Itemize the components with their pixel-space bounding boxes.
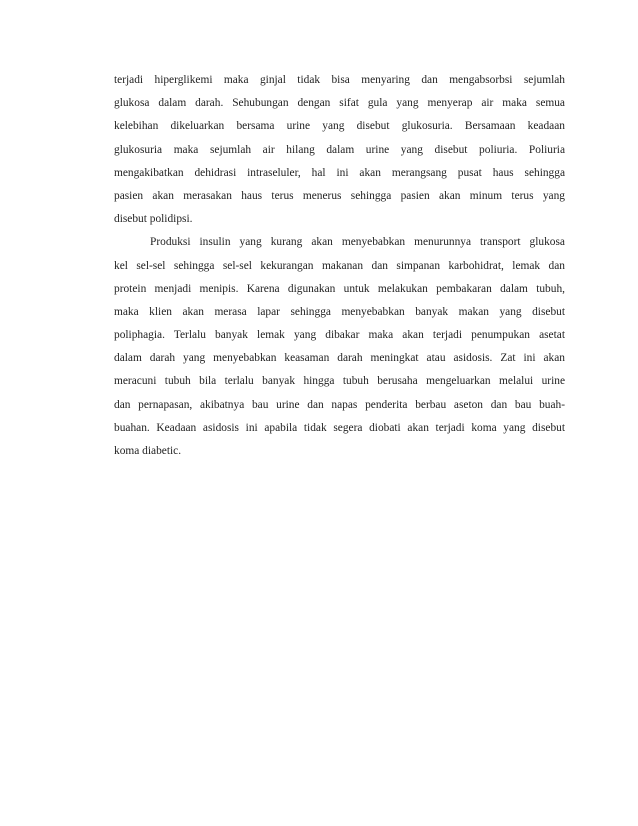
paragraph-1-line-6: pasien akan merasakan haus terus menerus sehingga pasien akan minum terus yang	[114, 189, 565, 202]
paragraph-1-line-5: mengakibatkan dehidrasi intraseluler, hal ini akan merangsang pusat haus sehingga	[114, 166, 565, 179]
paragraph-2-line-2: kel sel-sel sehingga sel-sel kekurangan makanan dan simpanan karbohidrat, lemak dan	[114, 259, 565, 272]
paragraph-1-line-1: terjadi hiperglikemi maka ginjal tidak bisa menyaring dan mengabsorbsi sejumlah	[114, 74, 565, 86]
paragraph-1-line-7: disebut polidipsi.	[114, 213, 193, 226]
paragraph-2-line-10: koma diabetic.	[114, 445, 182, 457]
paragraph-2-line-4: maka klien akan merasa lapar sehingga menyebabkan banyak makan yang disebut	[114, 305, 565, 318]
paragraph-1-line-2: glukosa dalam darah. Sehubungan dengan sifat gula yang menyerap air maka semua	[114, 97, 565, 110]
paragraph-2-line-6: dalam darah yang menyebabkan keasaman darah meningkat atau asidosis. Zat ini akan	[114, 352, 565, 365]
paragraph-2-line-5: poliphagia. Terlalu banyak lemak yang dibakar maka akan terjadi penumpukan asetat	[114, 329, 565, 342]
paragraph-2-line-8: dan pernapasan, akibatnya bau urine dan napas penderita berbau aseton dan bau buah-	[114, 398, 565, 411]
body-text	[114, 69, 565, 463]
paragraph-2-line-7: meracuni tubuh bila terlalu banyak hingga tubuh berusaha mengeluarkan melalui urine	[114, 375, 565, 388]
paragraph-1-line-3: kelebihan dikeluarkan bersama urine yang disebut glukosuria. Bersamaan keadaan	[114, 120, 565, 133]
paragraph-1-line-4: glukosuria maka sejumlah air hilang dalam urine yang disebut poliuria. Poliuria	[114, 143, 565, 156]
paragraph-2-line-1: Produksi insulin yang kurang akan menyebabkan menurunnya transport glukosa	[150, 236, 565, 249]
paragraph-2-line-3: protein menjadi menipis. Karena digunakan untuk melakukan pembakaran dalam tubuh,	[114, 282, 565, 295]
paragraph-2-line-9: buahan. Keadaan asidosis ini apabila tidak segera diobati akan terjadi koma yang disebut	[114, 421, 565, 434]
